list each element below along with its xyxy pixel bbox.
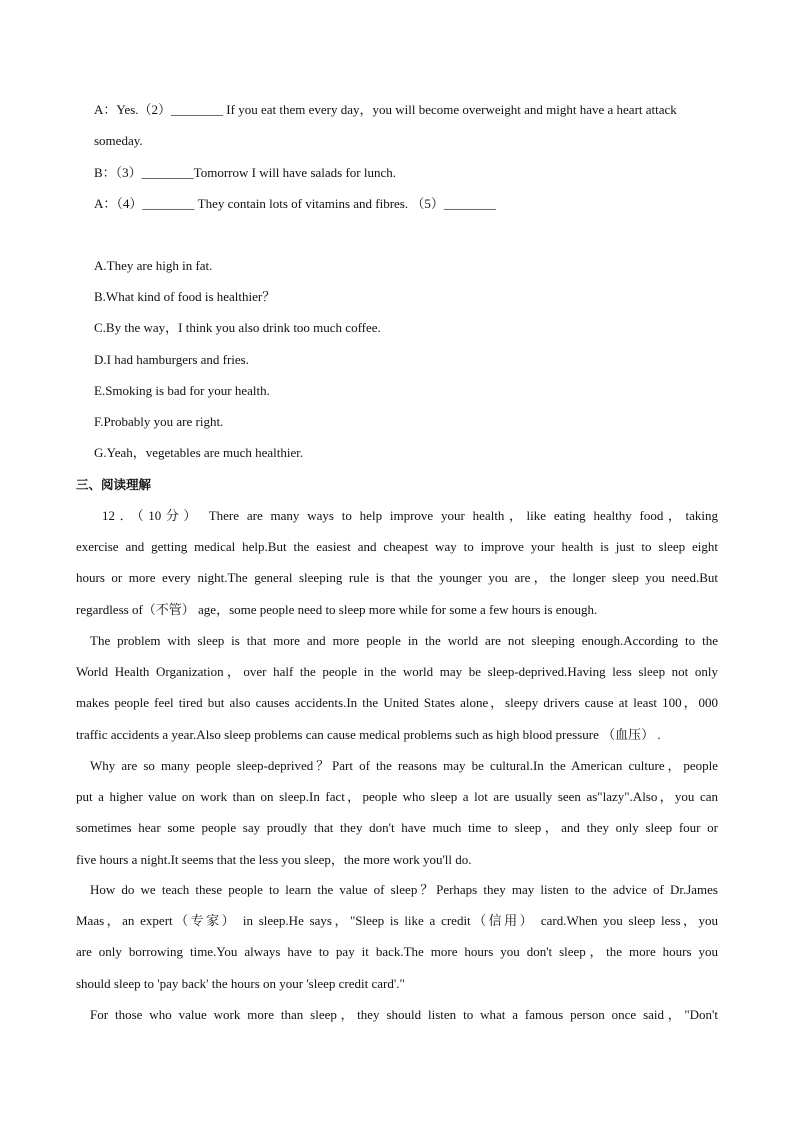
dialogue-line-4: A：（4）________ They contain lots of vitamins and fibres. （5）________: [94, 196, 496, 211]
passage-line: should sleep to 'pay back' the hours on your 'sleep credit card'.": [76, 975, 405, 991]
passage-line: Why are so many people sleep-deprived？Part of the reasons may be cultural.In the American culture，people: [90, 758, 718, 773]
passage-paragraph-2: [76, 633, 718, 758]
passage-line: makes people feel tired but also causes accidents.In the United States alone，sleepy drivers cause at least 100，000: [76, 695, 718, 711]
passage-line: Maas，an expert（专家） in sleep.He says，"Sleep is like a credit（信用） card.When you sleep less，you: [76, 913, 718, 929]
passage-paragraph-5: [76, 1007, 718, 1038]
option-a: A.They are high in fat.: [94, 258, 213, 273]
passage-line: How do we teach these people to learn the value of sleep？Perhaps they may listen to the advice of Dr.James: [90, 882, 718, 897]
dialogue-line-3: B：（3）________Tomorrow I will have salads for lunch.: [94, 165, 397, 180]
option-c: C.By the way，I think you also drink too much coffee.: [94, 320, 381, 335]
passage-line: 12．（10分） There are many ways to help improve your health，like eating healthy food，taking: [102, 508, 718, 523]
option-b: B.What kind of food is healthier？: [94, 289, 276, 304]
passage-line: World Health Organization，over half the people in the world may be sleep-deprived.Having less sleep not only: [76, 664, 718, 680]
dialogue-line-1: A：Yes.（2）________ If you eat them every day，you will become overweight and might have a heart attack: [94, 102, 677, 117]
passage-paragraph-1: [76, 508, 718, 633]
option-d: D.I had hamburgers and fries.: [94, 352, 249, 367]
section-heading: 三、阅读理解: [76, 477, 152, 492]
passage-paragraph-4: [76, 882, 718, 1007]
dialogue-line-2: someday.: [94, 133, 143, 148]
passage-line: For those who value work more than sleep，they should listen to what a famous person once said，"Don't: [90, 1007, 718, 1022]
passage-line: hours or more every night.The general sleeping rule is that the younger you are，the longer sleep you need.But: [76, 570, 718, 586]
option-f: F.Probably you are right.: [94, 414, 224, 429]
passage-line: put a higher value on work than on sleep.In fact，people who sleep a lot are usually seen as"lazy".Also，you can: [76, 789, 718, 805]
passage-line: sometimes hear some people say proudly that they don't have much time to sleep，and they only sleep four or: [76, 820, 718, 836]
option-e: E.Smoking is bad for your health.: [94, 383, 270, 398]
passage-line: traffic accidents a year.Also sleep problems can cause medical problems such as high blood pressure （血压） .: [76, 726, 661, 742]
passage-paragraph-3: [76, 758, 718, 883]
passage-line: The problem with sleep is that more and more people in the world are not sleeping enough.According to the: [90, 633, 718, 648]
passage-line: are only borrowing time.You always have to pay it back.The more hours you don't sleep，the more hours you: [76, 944, 718, 960]
passage-line: regardless of（不管） age，some people need to sleep more while for some a few hours is enough.: [76, 601, 598, 617]
passage-line: five hours a night.It seems that the less you sleep，the more work you'll do.: [76, 851, 472, 867]
option-g: G.Yeah，vegetables are much healthier.: [94, 445, 304, 460]
passage-line: exercise and getting medical help.But the easiest and cheapest way to improve your health is just to sleep eight: [76, 539, 718, 555]
